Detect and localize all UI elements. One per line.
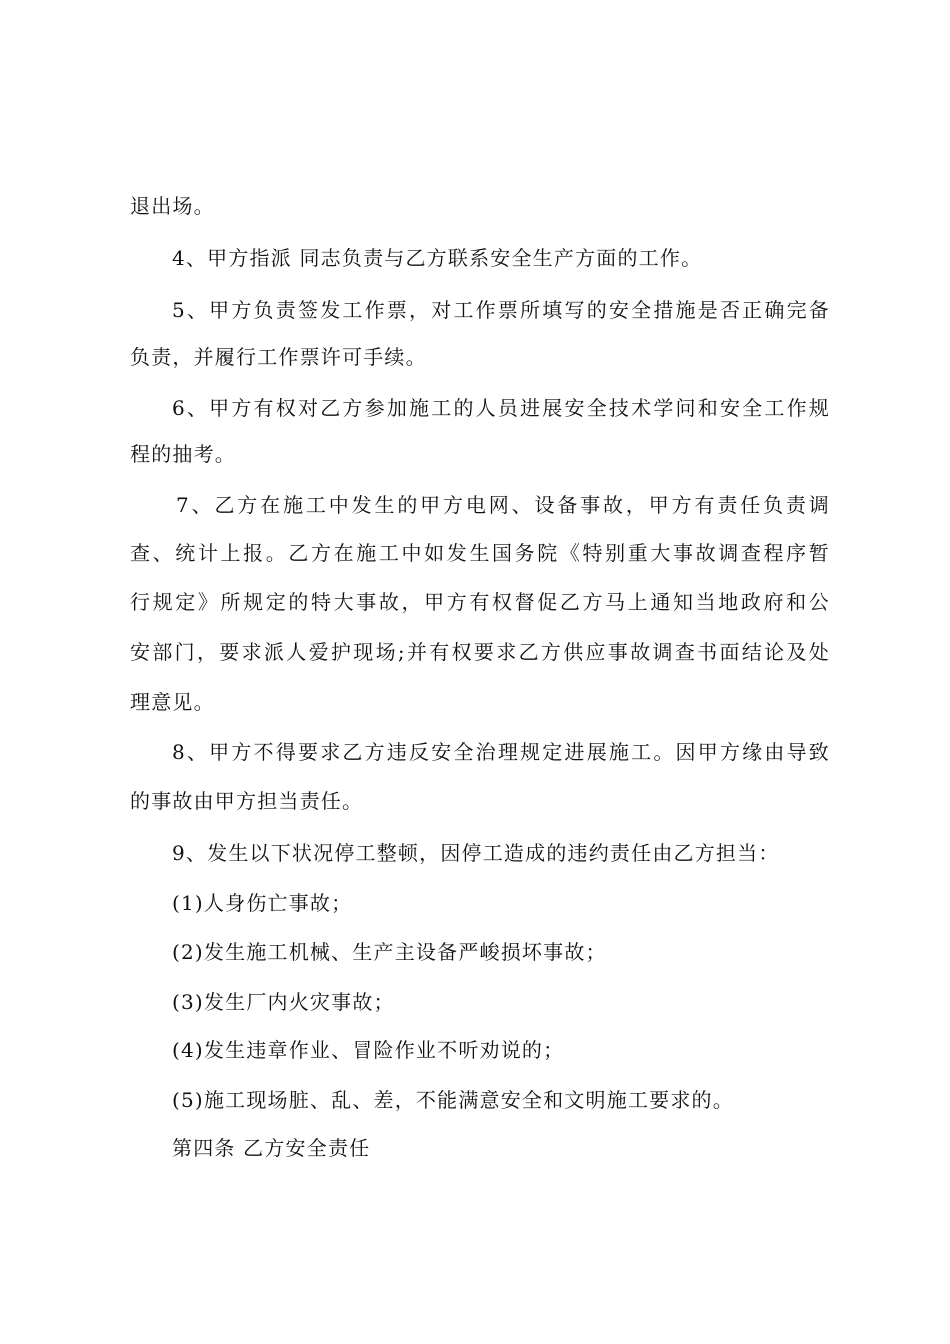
text-line: 8、甲方不得要求乙方违反安全治理规定进展施工。因甲方缘由导致 — [172, 740, 830, 764]
text-line: 行规定》所规定的特大事故，甲方有权督促乙方马上通知当地政府和公 — [130, 590, 830, 614]
text-line: 理意见。 — [130, 690, 215, 714]
text-line: (4)发生违章作业、冒险作业不听劝说的； — [172, 1038, 565, 1062]
section-heading: 第四条 乙方安全责任 — [172, 1136, 371, 1160]
text-line: 安部门，要求派人爱护现场;并有权要求乙方供应事故调查书面结论及处 — [130, 640, 830, 664]
text-line: 程的抽考。 — [130, 442, 236, 466]
text-line: 4、甲方指派 同志负责与乙方联系安全生产方面的工作。 — [172, 246, 703, 270]
text-line: (2)发生施工机械、生产主设备严峻损坏事故； — [172, 940, 607, 964]
text-line: 6、甲方有权对乙方参加施工的人员进展安全技术学问和安全工作规 — [172, 396, 830, 420]
text-line: 7、乙方在施工中发生的甲方电网、设备事故，甲方有责任负责调 — [176, 493, 830, 517]
text-line: (5)施工现场脏、乱、差，不能满意安全和文明施工要求的。 — [172, 1088, 734, 1112]
text-line: 5、甲方负责签发工作票，对工作票所填写的安全措施是否正确完备 — [172, 298, 830, 322]
text-line: 9、发生以下状况停工整顿，因停工造成的违约责任由乙方担当： — [172, 841, 780, 865]
text-line: 退出场。 — [130, 194, 215, 218]
text-line: (3)发生厂内火灾事故； — [172, 990, 395, 1014]
text-line: (1)人身伤亡事故； — [172, 891, 353, 915]
text-line: 的事故由甲方担当责任。 — [130, 789, 364, 813]
text-line: 查、统计上报。乙方在施工中如发生国务院《特别重大事故调查程序暂 — [130, 541, 830, 565]
text-line: 负责，并履行工作票许可手续。 — [130, 345, 427, 369]
